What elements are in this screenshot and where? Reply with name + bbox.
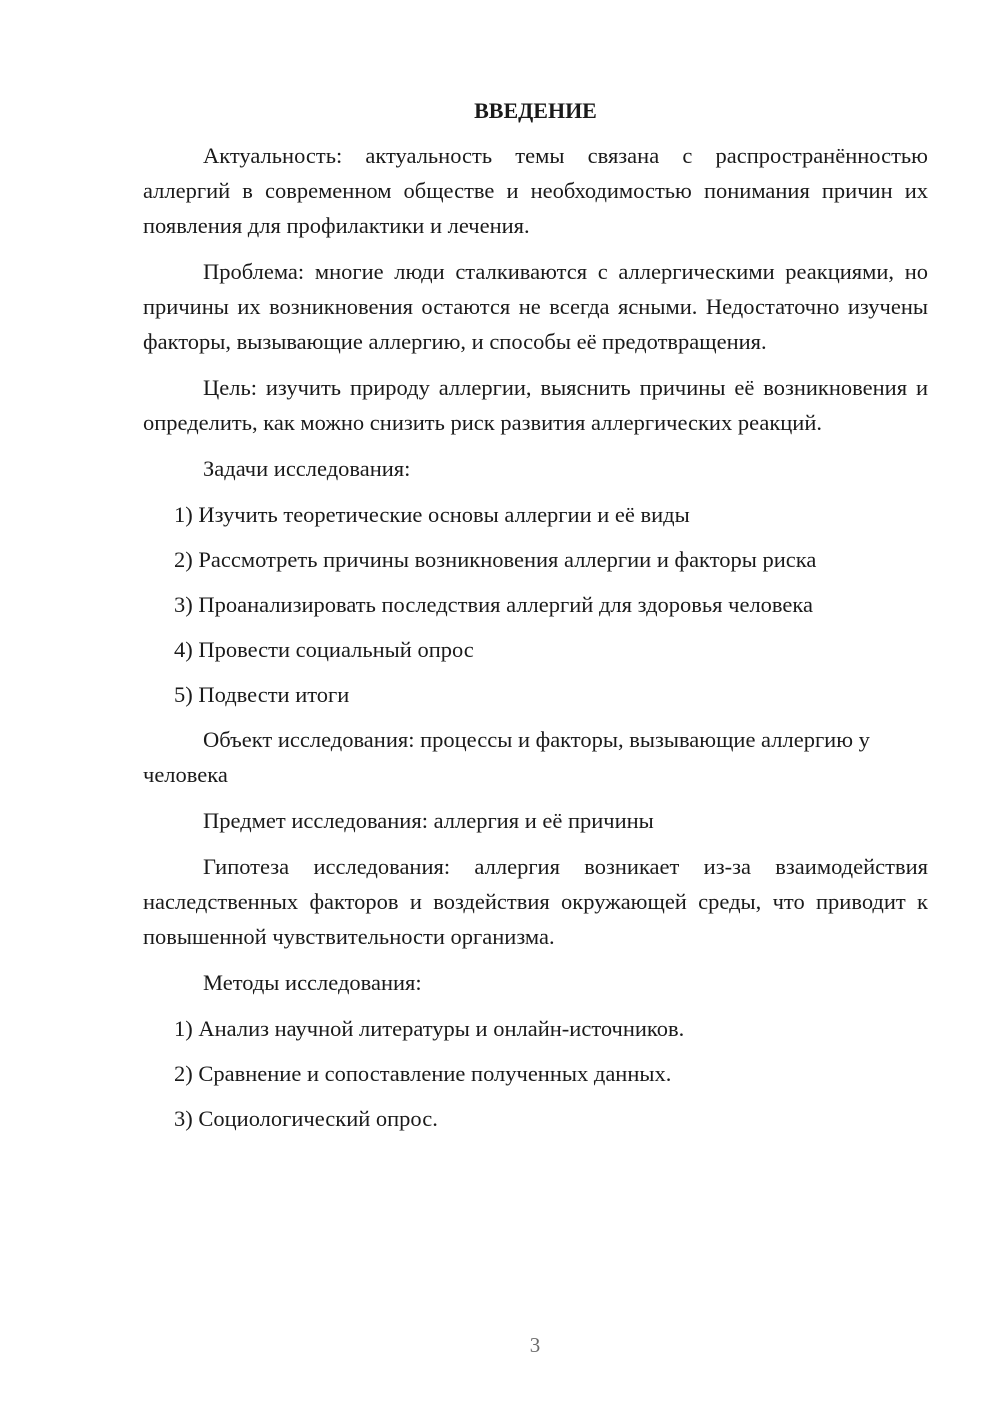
list-item: 3) Проанализировать последствия аллергий для здоровья человека [174, 592, 813, 617]
page-title: ВВЕДЕНИЕ [474, 98, 597, 123]
tasks-list [143, 497, 928, 712]
list-item: 4) Провести социальный опрос [174, 637, 474, 662]
document-body [143, 96, 928, 1146]
list-item: 1) Изучить теоретические основы аллергии и её виды [174, 502, 690, 527]
object-paragraph: Объект исследования: процессы и факторы, вызывающие аллергию у человека [143, 727, 870, 787]
relevance-paragraph: Актуальность: актуальность темы связана с распространённостью аллергий в современном обществе и необходимостью понимания причин их появления для профилактики и лечения. [143, 143, 928, 238]
goal-paragraph: Цель: изучить природу аллергии, выяснить причины её возникновения и определить, как можно снизить риск развития аллергических реакций. [143, 375, 928, 435]
methods-heading: Методы исследования: [203, 970, 422, 995]
hypothesis-paragraph: Гипотеза исследования: аллергия возникает из-за взаимодействия наследственных факторов и воздействия окружающей среды, что приводит к повышенной чувствительности организма. [143, 854, 928, 949]
list-item: 2) Сравнение и сопоставление полученных данных. [174, 1061, 672, 1086]
tasks-heading: Задачи исследования: [203, 456, 411, 481]
list-item: 1) Анализ научной литературы и онлайн-источников. [174, 1016, 685, 1041]
problem-paragraph: Проблема: многие люди сталкиваются с аллергическими реакциями, но причины их возникновения остаются не всегда ясными. Недостаточно изучены факторы, вызывающие аллергию, и способы её предотвращения. [143, 259, 928, 354]
list-item: 5) Подвести итоги [174, 682, 350, 707]
list-item: 2) Рассмотреть причины возникновения аллергии и факторы риска [174, 547, 817, 572]
list-item: 3) Социологический опрос. [174, 1106, 438, 1131]
subject-paragraph: Предмет исследования: аллергия и её причины [203, 808, 654, 833]
page-number: 3 [529, 1333, 541, 1357]
methods-list [143, 1011, 928, 1136]
